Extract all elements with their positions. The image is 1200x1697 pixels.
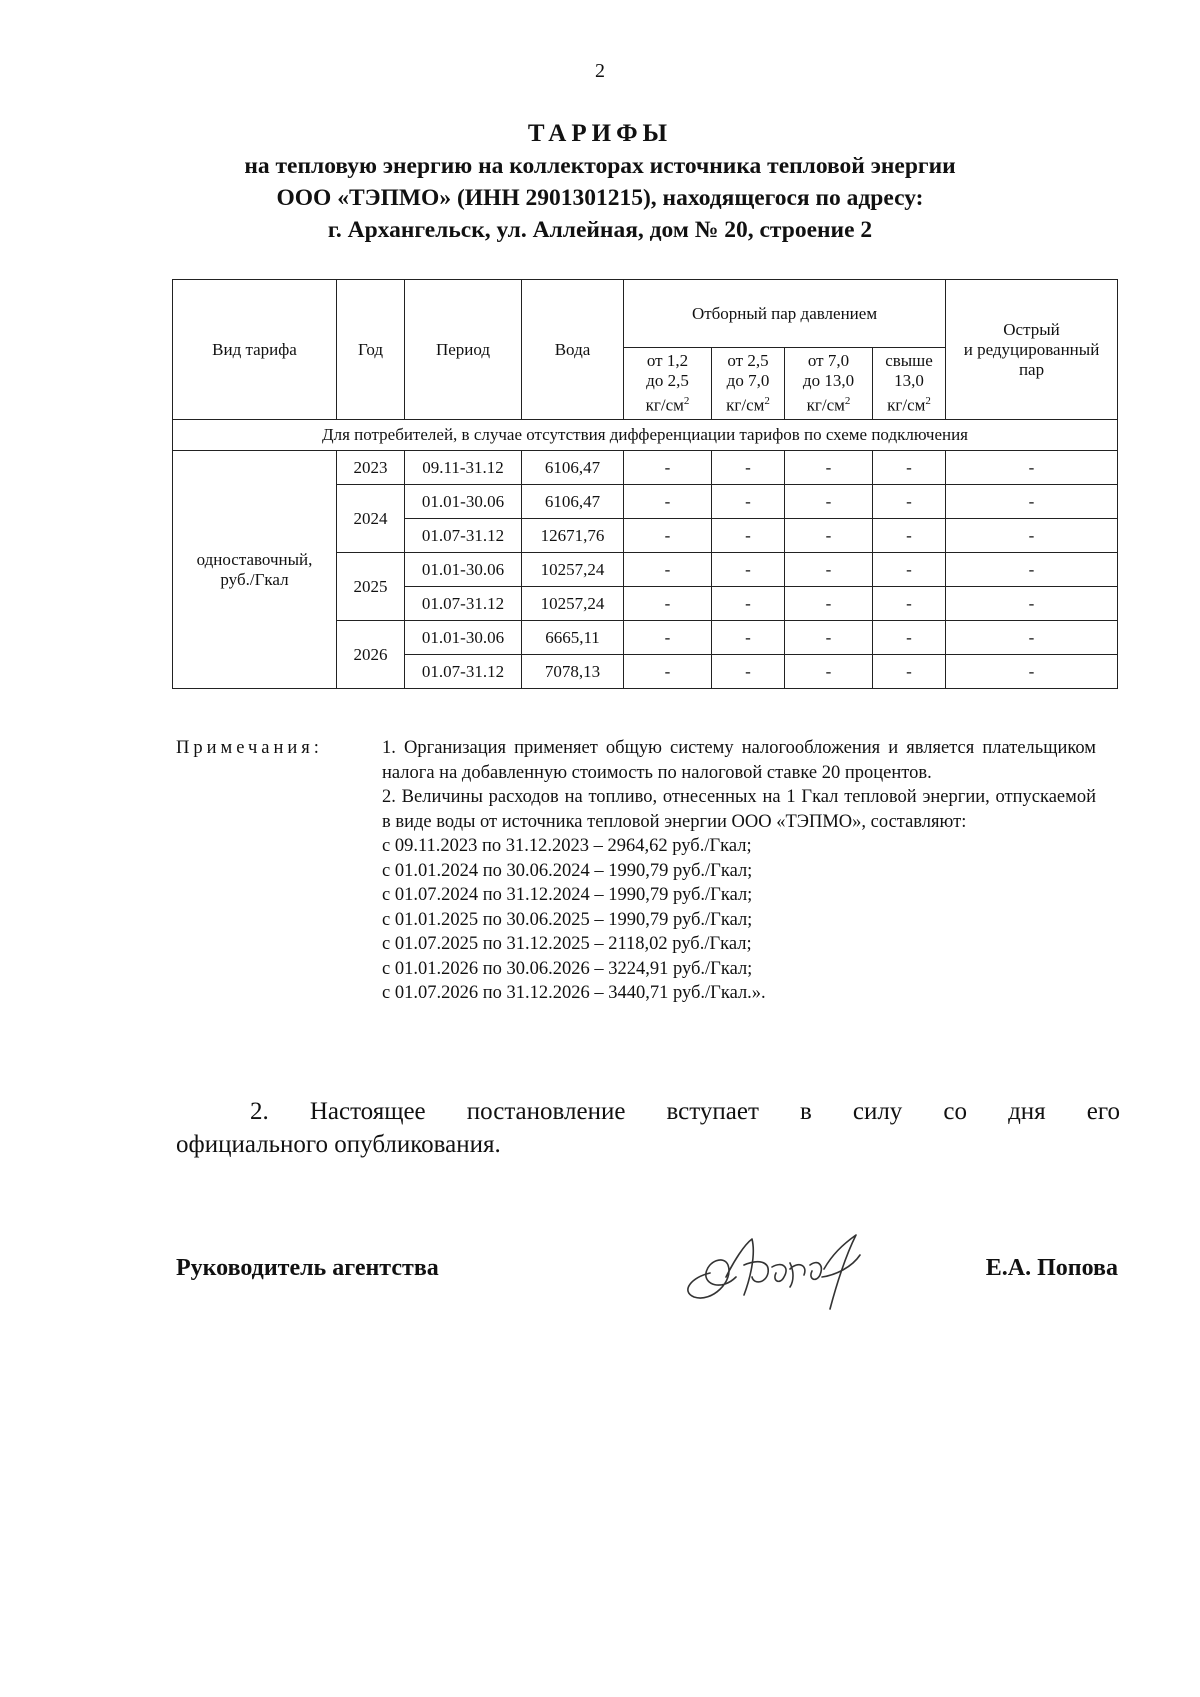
dash-cell: - <box>712 485 785 519</box>
header-sharp-l2: и редуцированный <box>963 339 1100 359</box>
dash-cell: - <box>624 621 712 655</box>
year-cell: 2025 <box>337 553 405 621</box>
dash-cell: - <box>785 621 873 655</box>
steam-col-line: от 1,2 <box>646 351 689 371</box>
steam-col-line: свыше <box>885 351 933 371</box>
dash-cell: - <box>946 519 1118 553</box>
year-cell: 2024 <box>337 485 405 553</box>
dash-cell: - <box>873 451 946 485</box>
dash-cell: - <box>785 553 873 587</box>
header-steam-col <box>712 348 785 420</box>
dash-cell: - <box>624 485 712 519</box>
steam-col-line: до 2,5 <box>646 371 689 391</box>
steam-col-line: 13,0 <box>894 371 924 391</box>
document-title <box>150 118 1050 246</box>
note-2: 2. Величины расходов на топливо, отнесенных на 1 Гкал тепловой энергии, отпускаемой в виде воды от источника тепловой энергии ООО «ТЭПМО», составляют: <box>382 787 1096 832</box>
water-cell: 7078,13 <box>522 655 624 689</box>
dash-cell: - <box>873 587 946 621</box>
dash-cell: - <box>624 587 712 621</box>
dash-cell: - <box>785 655 873 689</box>
dash-cell: - <box>946 553 1118 587</box>
steam-col-unit: $кг/см^2$ <box>645 395 690 415</box>
dash-cell: - <box>946 655 1118 689</box>
handwritten-signature <box>672 1225 882 1315</box>
dash-cell: - <box>785 519 873 553</box>
decree-paragraph <box>176 1095 1120 1161</box>
dash-cell: - <box>873 655 946 689</box>
tariff-name-l1: одноставочный, <box>196 549 313 569</box>
note-1: 1. Организация применяет общую систему налогообложения и является плательщиком налога на добавленную стоимость по налоговой ставке 20 процентов. <box>382 738 1096 783</box>
dash-cell: - <box>946 485 1118 519</box>
notes-body <box>382 736 1096 1006</box>
header-steam-col <box>624 348 712 420</box>
notes-label: Примечания: <box>176 738 323 758</box>
dash-cell: - <box>712 655 785 689</box>
steam-col-line: от 2,5 <box>727 351 769 371</box>
water-cell: 6106,47 <box>522 485 624 519</box>
steam-col-line: от 7,0 <box>807 351 850 371</box>
tariff-table <box>172 279 1118 689</box>
fuel-cost-line: с 01.01.2025 по 30.06.2025 – 1990,79 руб./Гкал; <box>382 909 753 930</box>
header-year: Год <box>337 280 405 420</box>
consumer-group-label: Для потребителей, в случае отсутствия дифференциации тарифов по схеме подключения <box>173 420 1118 451</box>
dash-cell: - <box>873 485 946 519</box>
table-row <box>173 451 1118 485</box>
dash-cell: - <box>946 621 1118 655</box>
header-period: Период <box>405 280 522 420</box>
steam-col-unit: $кг/см^2$ <box>806 395 851 415</box>
dash-cell: - <box>785 587 873 621</box>
dash-cell: - <box>624 519 712 553</box>
consumer-group-row <box>173 420 1118 451</box>
steam-col-unit: $кг/см^2$ <box>887 395 931 415</box>
fuel-cost-line: с 01.01.2026 по 30.06.2026 – 3224,91 руб./Гкал; <box>382 958 753 979</box>
fuel-cost-line: с 01.07.2026 по 31.12.2026 – 3440,71 руб./Гкал.». <box>382 983 766 1003</box>
dash-cell: - <box>946 451 1118 485</box>
water-cell: 6106,47 <box>522 451 624 485</box>
header-tariff-type: Вид тарифа <box>173 280 337 420</box>
dash-cell: - <box>624 655 712 689</box>
title-line-1: ТАРИФЫ <box>527 120 673 147</box>
header-sharp-l1: Острый <box>1003 319 1060 339</box>
dash-cell: - <box>946 587 1118 621</box>
dash-cell: - <box>873 553 946 587</box>
header-row <box>173 280 1118 348</box>
period-cell: 01.07-31.12 <box>405 587 522 621</box>
year-cell: 2026 <box>337 621 405 689</box>
dash-cell: - <box>712 621 785 655</box>
steam-col-line: до 13,0 <box>802 371 855 391</box>
title-line-2: на тепловую энергию на коллекторах источника тепловой энергии <box>244 153 956 179</box>
period-cell: 01.07-31.12 <box>405 519 522 553</box>
header-steam-col <box>785 348 873 420</box>
period-cell: 01.01-30.06 <box>405 485 522 519</box>
dash-cell: - <box>624 553 712 587</box>
water-cell: 6665,11 <box>522 621 624 655</box>
tariff-name-cell <box>173 451 337 689</box>
dash-cell: - <box>873 621 946 655</box>
page-number: 2 <box>595 60 605 82</box>
tariff-name-l2: руб./Гкал <box>220 569 289 589</box>
header-sharp-steam <box>946 280 1118 420</box>
period-cell: 01.01-30.06 <box>405 621 522 655</box>
header-steam-group: Отборный пар давлением <box>624 280 946 348</box>
title-line-4: г. Архангельск, ул. Аллейная, дом № 20, строение 2 <box>327 217 873 243</box>
fuel-cost-line: с 01.01.2024 по 30.06.2024 – 1990,79 руб./Гкал; <box>382 860 753 881</box>
year-cell: 2023 <box>337 451 405 485</box>
dash-cell: - <box>785 451 873 485</box>
decree-line-2: официального опубликования. <box>176 1131 501 1158</box>
dash-cell: - <box>624 451 712 485</box>
dash-cell: - <box>873 519 946 553</box>
dash-cell: - <box>712 587 785 621</box>
header-steam-col <box>873 348 946 420</box>
period-cell: 01.01-30.06 <box>405 553 522 587</box>
title-line-3: ООО «ТЭПМО» (ИНН 2901301215), находящегося по адресу: <box>276 185 924 211</box>
header-water: Вода <box>522 280 624 420</box>
signatory-title: Руководитель агентства <box>176 1255 439 1281</box>
fuel-cost-line: с 01.07.2024 по 31.12.2024 – 1990,79 руб./Гкал; <box>382 885 753 905</box>
header-sharp-l3: пар <box>1018 359 1045 379</box>
fuel-cost-line: с 01.07.2025 по 31.12.2025 – 2118,02 руб./Гкал; <box>382 934 752 954</box>
period-cell: 01.07-31.12 <box>405 655 522 689</box>
water-cell: 12671,76 <box>522 519 624 553</box>
dash-cell: - <box>712 553 785 587</box>
period-cell: 09.11-31.12 <box>405 451 522 485</box>
water-cell: 10257,24 <box>522 587 624 621</box>
signatory-name: Е.А. Попова <box>985 1255 1118 1281</box>
decree-line-1: 2. Настоящее постановление вступает в силу со дня его <box>250 1098 1120 1125</box>
dash-cell: - <box>712 451 785 485</box>
fuel-cost-line: с 09.11.2023 по 31.12.2023 – 2964,62 руб./Гкал; <box>382 836 752 856</box>
water-cell: 10257,24 <box>522 553 624 587</box>
dash-cell: - <box>712 519 785 553</box>
steam-col-unit: $кг/см^2$ <box>726 395 770 415</box>
dash-cell: - <box>785 485 873 519</box>
steam-col-line: до 7,0 <box>726 371 770 391</box>
